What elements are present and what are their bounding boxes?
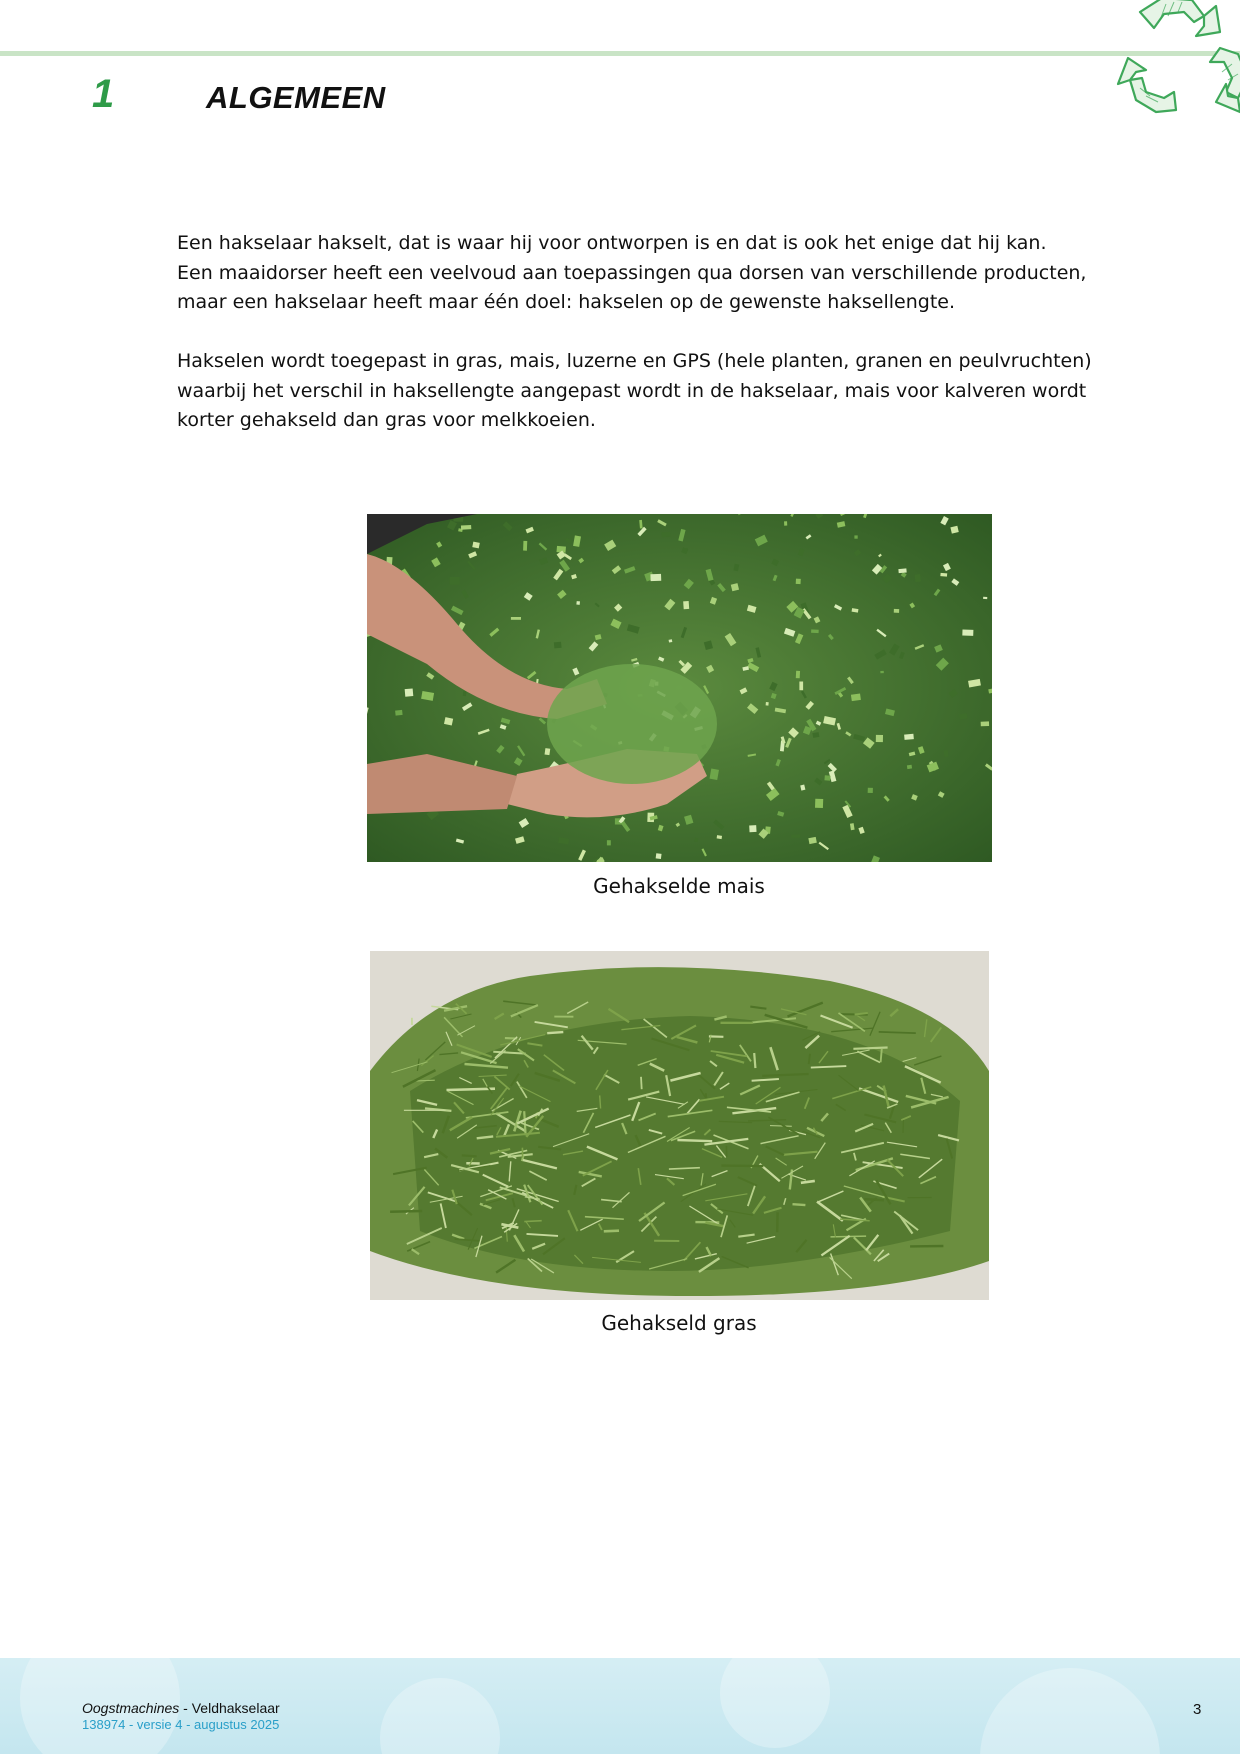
footer-series: Oogstmachines — [82, 1700, 180, 1716]
figure-caption-1: Gehakselde mais — [593, 874, 765, 898]
chapter-title: ALGEMEEN — [206, 80, 386, 115]
figure-caption-2: Gehakseld gras — [601, 1311, 757, 1335]
footer-version: 138974 - versie 4 - augustus 2025 — [82, 1717, 280, 1732]
header-rule — [0, 51, 1240, 56]
footer-title — [82, 1700, 280, 1716]
chapter-number: 1 — [92, 72, 115, 116]
footer-separator: - — [179, 1700, 192, 1716]
footer-subject: Veldhakselaar — [191, 1700, 280, 1716]
body-paragraph-2: Hakselen wordt toegepast in gras, mais, luzerne en GPS (hele planten, granen en peulvruchten) waarbij het verschil in haksellengte aangepast wordt in de hakselaar, mais voor kalveren wordt korter gehakseld dan gras voor melkkoeien. — [177, 350, 1092, 431]
page-number: 3 — [1193, 1701, 1202, 1718]
chopped-grass-photo — [370, 951, 989, 1300]
body-paragraph-1: Een hakselaar hakselt, dat is waar hij voor ontworpen is en dat is ook het enige dat hij kan. Een maaidorser heeft een veelvoud aan toepassingen qua dorsen van verschillende producten, maar een hakselaar heeft maar één doel: hakselen op de gewenste haksellengte. — [177, 232, 1087, 313]
chopped-maize-photo — [367, 514, 992, 862]
recycle-icon — [1100, 0, 1240, 122]
